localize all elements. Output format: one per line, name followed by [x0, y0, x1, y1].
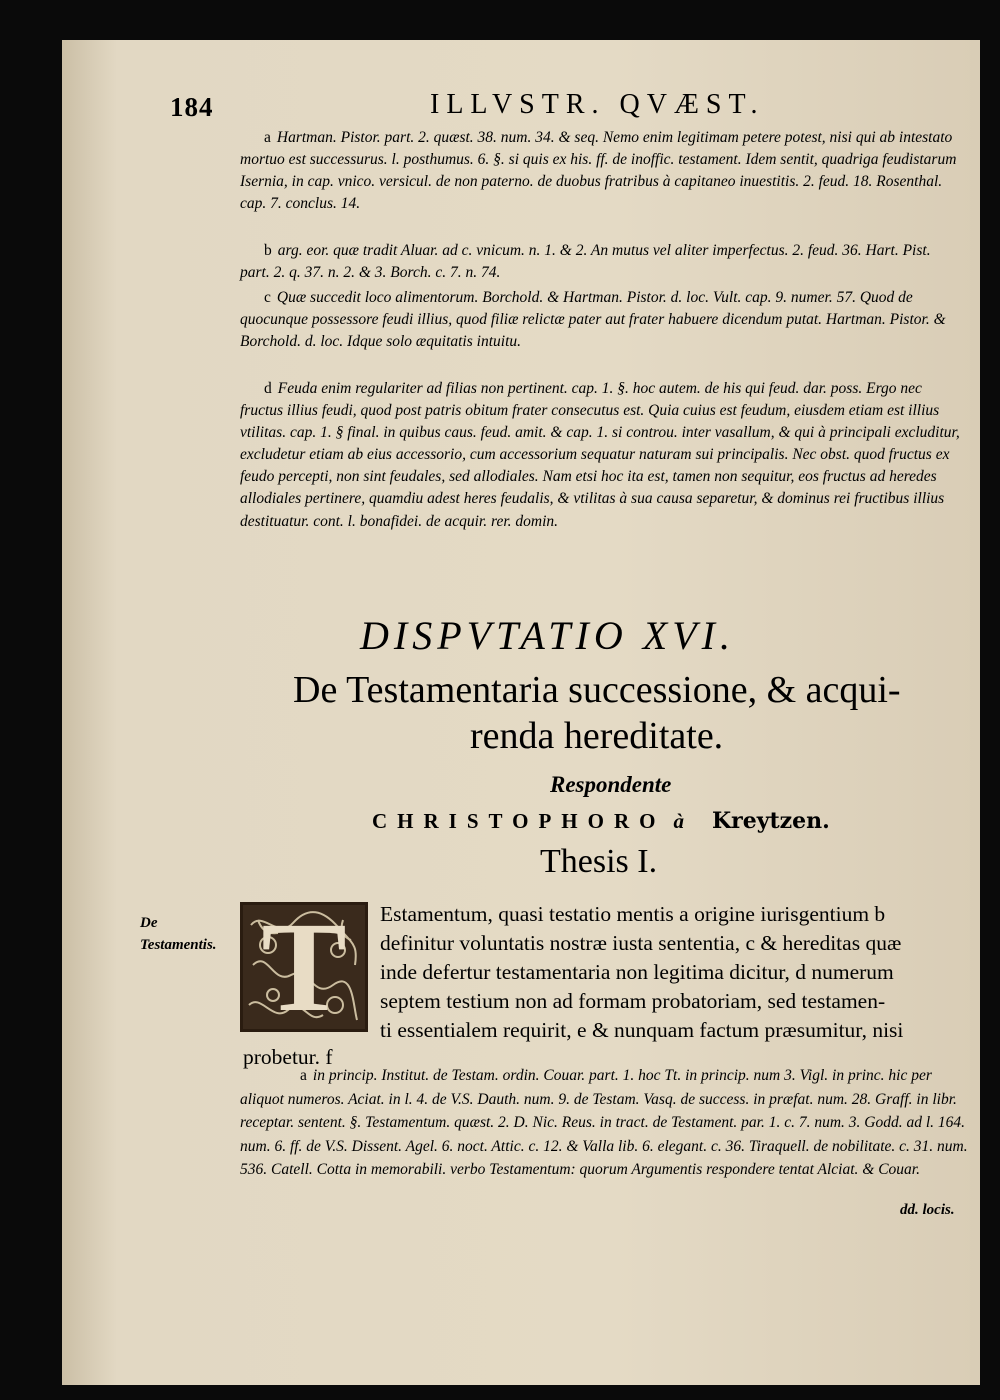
- respondent-family-name: Kreytzen.: [711, 808, 830, 834]
- thesis-line: Estamentum, quasi testatio mentis a origine iurisgentium b: [380, 902, 886, 926]
- footnote-text: arg. eor. quæ tradit Aluar. ad c. vnicum. n. 1. & 2. An mutus vel aliter imperfectus. 2. feud. 36. Hart. Pist. part. 2. q. 37. n. 2. & 3. Borch. c. 7. n. 74.: [240, 242, 931, 282]
- footnote-marker: d: [264, 380, 272, 397]
- footnote-marker: b: [264, 242, 272, 259]
- footnote-text: in princip. Institut. de Testam. ordin. Couar. part. 1. hoc Tt. in princip. num 3. Vigl. in princ. hic per aliquot numeros. Aciat. in l. 4. de V.S. Dauth. num. 9. de Testam. Vasq. de success. in præfat. num. 28. Graff. in libr. receptar. sentent. §. Testamentum. quæst. 2. D. Nic. Reus. in tract. de Testament. par. 1. c. 7. num. 3. Godd. ad l. 164. num. 6. ff. de V.S. Dissent. Agel. 6. noct. Attic. c. 12. & Valla lib. 6. elegant. c. 36. Tiraquell. de nobilitate. c. 31. num. 536. Catell. Cotta in memorabili. verbo Testamentum: quorum Argumentis respondere tentat Alciat. & Couar.: [240, 1067, 968, 1178]
- footnote-marker: a: [300, 1067, 307, 1084]
- disputatio-title: DISPVTATIO XVI.: [360, 613, 735, 658]
- footnote-d: [240, 378, 962, 533]
- footnote-text: Quæ succedit loco alimentorum. Borchold. & Hartman. Pistor. d. loc. Vult. cap. 9. numer. 57. Quod de quocunque possessore feudi illius, quod filiæ relictæ pater aut frater habuere dicendum putat. Hartman. Pistor. & Borchold. d. loc. Idque solo æquitatis intuitu.: [240, 289, 946, 351]
- thesis-footnote-a: [240, 1064, 968, 1182]
- footnote-c: [240, 287, 962, 353]
- respondente-label: Respondente: [550, 772, 672, 797]
- respondent-given-name: CHRISTOPHORO: [372, 809, 666, 833]
- thesis-line: ti essentialem requirit, e & nunquam factum præsumitur, nisi: [380, 1018, 904, 1042]
- respondent-name: [372, 808, 830, 834]
- footnote-b: [240, 240, 962, 284]
- initial-letter: T: [261, 896, 347, 1038]
- running-head: ILLVSTR. QVÆST.: [430, 89, 765, 120]
- thesis-heading: Thesis I.: [540, 843, 658, 880]
- footnote-text: Feuda enim regulariter ad filias non pertinent. cap. 1. §. hoc autem. de his qui feud. dar. poss. Ergo nec fructus illius feudi, quod post patris obitum frater consecutus est. Quia cuius est feudum, eiusdem etiam est illius vtilitas. cap. 1. § final. in quibus caus. feud. amit. & cap. 1. si controu. inter vasallum, & qui à principali excluditur, excludetur etiam ab eius accessorio, cum accessorium sequatur naturam sui principalis. Nec obst. quod fructus ex feudo percepti, non sint feudales, sed allodiales. Nam etsi hoc ita est, tamen non sequitur, eos fructus ad heredes allodiales pertinere, quamdiu adest heres feudalis, & vtilitas à sua causa separetur, & dominus rei fructibus illius destituatur. cont. l. bonafidei. de acquir. rer. domin.: [240, 380, 960, 530]
- decorated-initial: [240, 896, 368, 1038]
- thesis-line: probetur. f: [243, 1045, 333, 1069]
- thesis-line: septem testium non ad formam probatoriam, sed testamen-: [380, 989, 886, 1013]
- disputatio-subtitle-line-1: De Testamentaria successione, & acqui-: [293, 669, 901, 711]
- catchword: dd. locis.: [900, 1202, 955, 1218]
- disputatio-subtitle-line-2: renda hereditate.: [470, 715, 724, 757]
- footnote-marker: a: [264, 129, 271, 146]
- thesis-line: definitur voluntatis nostræ iusta sententia, c & hereditas quæ: [380, 931, 902, 955]
- footnote-a: [240, 127, 962, 215]
- page-number: 184: [170, 92, 214, 122]
- margin-note: De Testamentis.: [140, 915, 217, 953]
- footnote-text: Hartman. Pistor. part. 2. quæst. 38. num. 34. & seq. Nemo enim legitimam petere potest, nisi qui ab intestato mortuo est successurus. l. posthumus. 6. §. si quis ex his. ff. de inoffic. testament. Idem sentit, quadriga feudistarum Isernia, in cap. vnico. versicul. de non paterno. de duobus fratribus à capitaneo inuestitis. 2. feud. 18. Rosenthal. cap. 7. conclus. 14.: [240, 129, 957, 213]
- thesis-line: inde defertur testamentaria non legitima dicitur, d numerum: [380, 960, 894, 984]
- respondent-preposition: à: [673, 809, 684, 833]
- footnote-marker: c: [264, 289, 271, 306]
